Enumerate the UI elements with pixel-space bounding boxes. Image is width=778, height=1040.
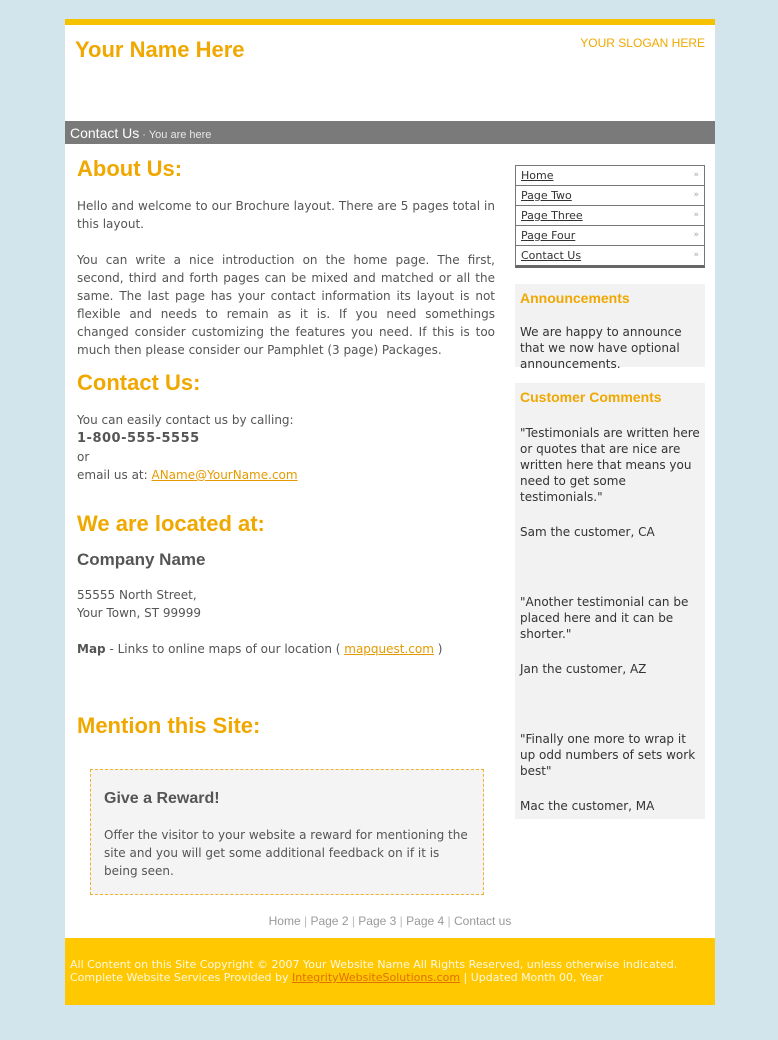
reward-text: Offer the visitor to your website a reward for mentioning the site and you will get some additional feedback on if it is being seen. bbox=[104, 828, 468, 878]
testimonial-author: Mac the customer, MA bbox=[520, 799, 655, 813]
location-subtitle: · You are here bbox=[139, 129, 212, 141]
email-link[interactable]: AName@YourName.com bbox=[151, 468, 298, 482]
nav-item-page-two[interactable] bbox=[516, 186, 704, 206]
testimonial-author: Jan the customer, AZ bbox=[520, 662, 647, 676]
nav-label: Page Four bbox=[521, 229, 576, 242]
located-heading: We are located at: bbox=[77, 511, 265, 536]
footer bbox=[65, 938, 715, 1005]
customer-comments-box bbox=[515, 383, 705, 819]
about-heading: About Us: bbox=[77, 156, 183, 181]
site-title[interactable]: Your Name Here bbox=[75, 37, 245, 62]
city-address: Your Town, ST 99999 bbox=[77, 606, 202, 620]
services-provider-link[interactable]: IntegrityWebsiteSolutions.com bbox=[291, 971, 461, 984]
reward-title: Give a Reward! bbox=[104, 790, 220, 807]
mapquest-link[interactable]: mapquest.com bbox=[344, 642, 434, 656]
copyright-text: All Content on this Site Copyright © 2007 Your Website Name All Rights Reserved, unless otherwise indicated. bbox=[70, 958, 678, 971]
nav-label: Home bbox=[521, 169, 554, 182]
chevron-right-icon: » bbox=[693, 250, 699, 260]
contact-heading: Contact Us: bbox=[77, 370, 201, 395]
street-address: 55555 North Street, bbox=[77, 588, 197, 602]
location-title: Contact Us bbox=[70, 125, 140, 141]
phone-number: 1-800-555-5555 bbox=[77, 431, 200, 446]
email-prefix: email us at: bbox=[77, 468, 152, 482]
comments-title: Customer Comments bbox=[520, 389, 662, 405]
nav-item-page-three[interactable] bbox=[516, 206, 704, 226]
updated-text: | Updated Month 00, Year bbox=[460, 971, 604, 984]
testimonial-quote: "Finally one more to wrap it up odd numbers of sets work best" bbox=[520, 732, 696, 778]
testimonial-quote: "Testimonials are written here or quotes that are nice are written here that means you need to get some testimonials." bbox=[520, 426, 700, 504]
main-content bbox=[77, 155, 495, 740]
footer-separator: | bbox=[396, 914, 407, 928]
sidebar-nav bbox=[515, 165, 705, 268]
sidebar bbox=[515, 165, 705, 819]
footer-link-contact[interactable]: Contact us bbox=[453, 914, 512, 928]
chevron-right-icon: » bbox=[693, 230, 699, 240]
contact-intro: You can easily contact us by calling: bbox=[77, 413, 294, 427]
footer-separator: | bbox=[348, 914, 359, 928]
nav-item-page-four[interactable] bbox=[516, 226, 704, 246]
chevron-right-icon: » bbox=[693, 190, 699, 200]
testimonial-quote: "Another testimonial can be placed here and it can be shorter." bbox=[520, 595, 689, 641]
footer-separator: | bbox=[444, 914, 454, 928]
contact-or: or bbox=[77, 450, 90, 464]
footer-link-home[interactable]: Home bbox=[268, 914, 301, 928]
nav-item-contact-us[interactable] bbox=[516, 246, 704, 265]
site-slogan: YOUR SLOGAN HERE bbox=[580, 36, 705, 50]
company-name: Company Name bbox=[77, 550, 206, 569]
footer-link-page-3[interactable]: Page 3 bbox=[358, 914, 397, 928]
location-bar bbox=[65, 121, 715, 144]
announcements-box bbox=[515, 284, 705, 371]
reward-box bbox=[90, 769, 484, 895]
testimonial-author: Sam the customer, CA bbox=[520, 525, 655, 539]
nav-item-home[interactable] bbox=[516, 166, 704, 186]
nav-label: Contact Us bbox=[521, 249, 582, 262]
announcements-title: Announcements bbox=[520, 290, 630, 306]
footer-link-page-4[interactable]: Page 4 bbox=[406, 914, 445, 928]
footer-separator: | bbox=[300, 914, 311, 928]
nav-label: Page Two bbox=[521, 189, 572, 202]
page-container bbox=[65, 19, 715, 1005]
about-paragraph-2: You can write a nice introduction on the home page. The first, second, third and forth pages can be mixed and matched or all the same. The last page has your contact information its layout is not flexible and needs to remain as it is. If you need somethings changed consider customizing the features you need. If this is too much then please consider our Pamphlet (3 page) Packages. bbox=[77, 253, 495, 357]
chevron-right-icon: » bbox=[693, 170, 699, 180]
map-label: Map bbox=[77, 642, 106, 656]
footer-nav bbox=[65, 914, 715, 928]
announcements-text: We are happy to announce that we now have optional announcements. bbox=[520, 325, 682, 371]
mention-heading: Mention this Site: bbox=[77, 713, 261, 738]
about-paragraph-1: Hello and welcome to our Brochure layout. There are 5 pages total in this layout. bbox=[77, 199, 495, 231]
services-prefix: Complete Website Services Provided by bbox=[70, 971, 292, 984]
chevron-right-icon: » bbox=[693, 210, 699, 220]
map-close: ) bbox=[433, 642, 443, 656]
nav-label: Page Three bbox=[521, 209, 583, 222]
footer-link-page-2[interactable]: Page 2 bbox=[310, 914, 349, 928]
map-text: - Links to online maps of our location ( bbox=[105, 642, 345, 656]
